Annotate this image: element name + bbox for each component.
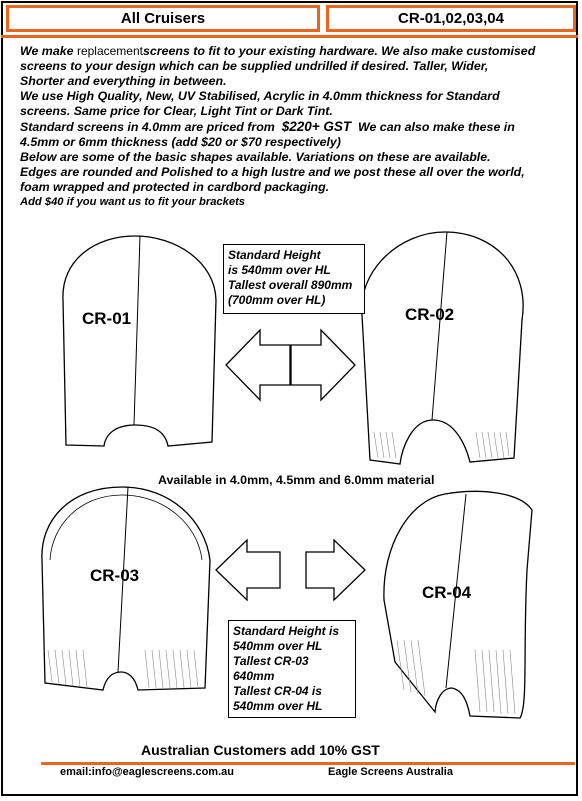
cr02-outline [362,232,523,464]
arrow-right-icon [291,330,355,400]
note-top-line-3: Tallest overall 890mm [228,278,353,292]
note-top-line-4: (700mm over HL) [228,293,326,307]
intro-line-9: Edges are rounded and Polished to a high lustre and we post these all over the world, [20,165,525,179]
cr02-tint-marks [374,432,509,458]
cr02-centre-line [432,232,447,420]
cr01-label: CR-01 [82,309,132,328]
note-bottom-line-4: 640mm [233,669,275,683]
intro-line-5: screens. Same price for Clear, Light Tint or Dark Tint. [20,104,333,118]
intro-line-6a: Standard screens in 4.0mm are priced from [20,120,275,134]
intro-line-1b: replacement [76,44,143,58]
note-top-line-1: Standard Height [228,248,321,262]
intro-line-6b: We can also make these in [358,120,515,134]
note-bottom-line-2: 540mm over HL [233,639,323,653]
intro-line-2: screens to your design which can be supplied undrilled if desired. Taller, Wider, [20,59,489,73]
footer-company: Eagle Screens Australia [328,766,453,778]
tallest-height-note [228,620,356,718]
intro-line-1c: screens to fit to your existing hardware. We also make customised [143,44,536,58]
note-bottom-line-6: 540mm over HL [233,699,323,713]
intro-line-10: foam wrapped and protected in cardbord packaging. [20,180,330,194]
footer-divider [41,762,575,765]
footer-email: email:info@eaglescreens.com.au [60,766,234,778]
note-bottom-line-3: Tallest CR-03 [233,654,309,668]
cr02-label: CR-02 [405,305,455,324]
cr03-tint-marks [48,650,198,688]
material-options: Available in 4.0mm, 4.5mm and 6.0mm material [158,473,435,487]
header-models-text: CR-01,02,03,04 [398,10,504,27]
intro-line-1a: We make [20,44,74,58]
standard-height-note [223,244,365,314]
note-bottom-line-1: Standard Height is [233,624,340,638]
intro-line-4: We use High Quality, New, UV Stabilised, Acrylic in 4.0mm thickness for Standard [20,89,500,103]
intro-line-7: 4.5mm or 6mm thickness (add $20 or $70 respectively) [20,135,341,149]
arrow-right-bottom-icon [306,540,365,600]
arrow-left-bottom-icon [216,540,280,600]
cr03-label: CR-03 [90,566,140,585]
note-top-line-2: is 540mm over HL [228,263,331,277]
arrow-left-icon [226,330,290,400]
cr01-centre-line [134,236,140,425]
cr04-outline [384,491,532,718]
price: $220+ GST [281,119,352,134]
cr04-label: CR-04 [422,583,472,602]
note-bottom-line-5: Tallest CR-04 is [233,684,322,698]
gst-note: Australian Customers add 10% GST [141,742,380,758]
intro-line-8: Below are some of the basic shapes available. Variations on these are available. [20,150,491,164]
header-title-text: All Cruisers [120,10,206,27]
intro-line-11: Add $40 if you want us to fit your brackets [20,196,246,208]
cr04-tint-marks [397,640,515,714]
intro-line-3: Shorter and everything in between. [20,74,227,88]
